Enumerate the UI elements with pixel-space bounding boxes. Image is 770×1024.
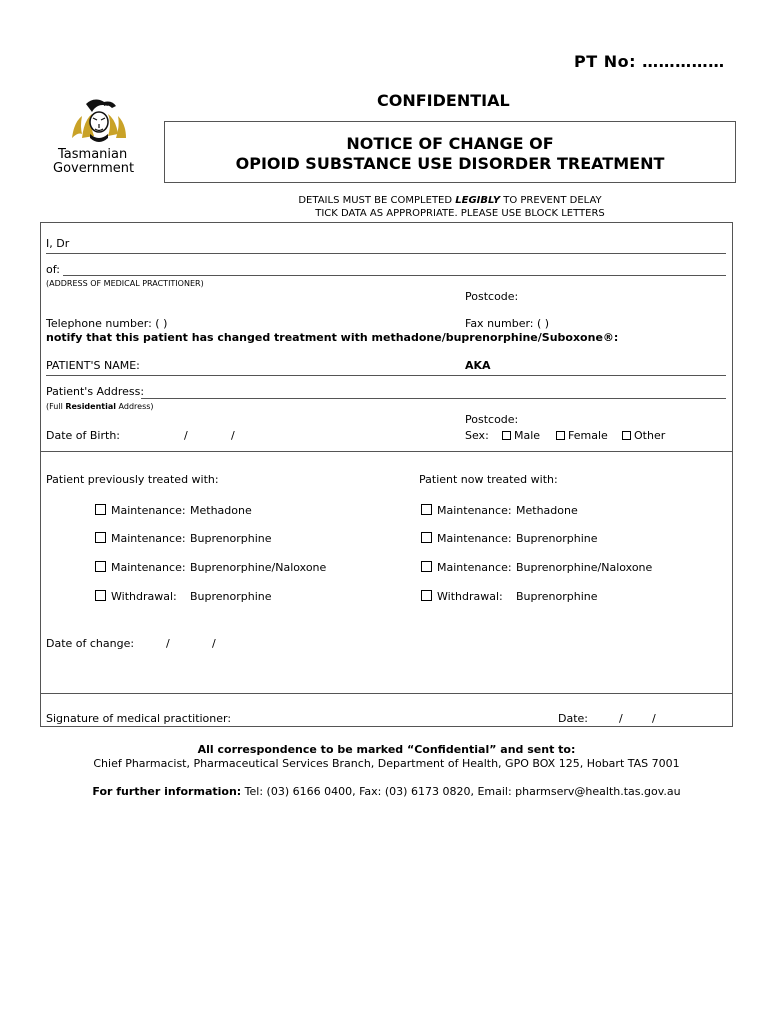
- address-note-residential: Residential: [65, 402, 116, 411]
- footer-contact-info: [40, 785, 733, 798]
- previous-methadone-checkbox[interactable]: [95, 504, 106, 515]
- previous-drug-withdrawal-buprenorphine: Buprenorphine: [190, 590, 272, 603]
- tasmanian-government-logo: [52, 98, 144, 178]
- patient-name-label: PATIENT'S NAME:: [46, 359, 140, 372]
- option-type-label: Maintenance:: [111, 504, 186, 517]
- instruction-legibly: [250, 195, 650, 206]
- dob-label: Date of Birth:: [46, 429, 121, 442]
- current-drug-methadone: Methadone: [516, 504, 578, 517]
- current-drug-withdrawal-buprenorphine: Buprenorphine: [516, 590, 598, 603]
- male-checkbox[interactable]: [502, 431, 511, 440]
- previous-drug-bup-naloxone: Buprenorphine/Naloxone: [190, 561, 327, 574]
- dob-slash-2: /: [231, 429, 235, 442]
- previous-option-maintenance-bup-naloxone[interactable]: [95, 561, 186, 574]
- instruction-text: TO PREVENT DELAY: [500, 195, 602, 206]
- previous-withdrawal-checkbox[interactable]: [95, 590, 106, 601]
- previous-treatment-heading: Patient previously treated with:: [46, 473, 219, 486]
- signature-date-label: Date:: [558, 712, 588, 725]
- logo-text-government: Government: [53, 161, 135, 176]
- sex-label: Sex:: [465, 429, 489, 442]
- instruction-text: DETAILS MUST BE COMPLETED: [298, 195, 456, 206]
- current-methadone-checkbox[interactable]: [421, 504, 432, 515]
- patient-aka-label: AKA: [465, 359, 491, 372]
- signature-label: Signature of medical practitioner:: [46, 712, 232, 725]
- tasmanian-tiger-emblem-icon: [68, 98, 130, 146]
- current-option-maintenance-methadone[interactable]: [421, 504, 512, 517]
- notify-statement: notify that this patient has changed treatment with methadone/buprenorphine/Suboxone®:: [46, 331, 619, 344]
- current-option-maintenance-buprenorphine[interactable]: [421, 532, 512, 545]
- current-bup-naloxone-checkbox[interactable]: [421, 561, 432, 572]
- current-treatment-heading: Patient now treated with:: [419, 473, 558, 486]
- previous-buprenorphine-checkbox[interactable]: [95, 532, 106, 543]
- option-type-label: Maintenance:: [437, 532, 512, 545]
- practitioner-address-note: (ADDRESS OF MEDICAL PRACTITIONER): [46, 279, 204, 288]
- sex-option-male[interactable]: [502, 429, 540, 442]
- address-note-text: (Full: [46, 402, 66, 411]
- practitioner-address-label: of:: [46, 263, 60, 276]
- instruction-legibly-emphasis: LEGIBLY: [455, 195, 501, 206]
- other-label: Other: [634, 429, 666, 442]
- previous-drug-methadone: Methadone: [190, 504, 252, 517]
- current-drug-bup-naloxone: Buprenorphine/Naloxone: [516, 561, 653, 574]
- current-option-maintenance-bup-naloxone[interactable]: [421, 561, 512, 574]
- divider-line: [41, 693, 732, 694]
- practitioner-telephone-label: Telephone number: ( ): [46, 317, 168, 330]
- signature-date-slash-2: /: [652, 712, 656, 725]
- option-type-label: Withdrawal:: [111, 590, 177, 603]
- previous-bup-naloxone-checkbox[interactable]: [95, 561, 106, 572]
- previous-option-maintenance-buprenorphine[interactable]: [95, 532, 186, 545]
- practitioner-address-field[interactable]: [63, 275, 726, 276]
- current-drug-buprenorphine: Buprenorphine: [516, 532, 598, 545]
- footer-info-text: Tel: (03) 6166 0400, Fax: (03) 6173 0820, Email: pharmserv@health.tas.gov.au: [241, 785, 681, 798]
- other-checkbox[interactable]: [622, 431, 631, 440]
- divider-line: [46, 375, 726, 376]
- footer-postal-address: Chief Pharmacist, Pharmaceutical Services Branch, Department of Health, GPO BOX 125, Hobart TAS 7001: [93, 757, 680, 770]
- patient-address-field[interactable]: [141, 398, 726, 399]
- male-label: Male: [514, 429, 541, 442]
- current-withdrawal-checkbox[interactable]: [421, 590, 432, 601]
- confidential-heading: CONFIDENTIAL: [377, 91, 510, 110]
- practitioner-name-label: I, Dr: [46, 237, 70, 250]
- form-title-box: [164, 121, 736, 183]
- address-note-text: Address): [116, 402, 154, 411]
- practitioner-fax-label: Fax number: ( ): [465, 317, 550, 330]
- form-title-line2: OPIOID SUBSTANCE USE DISORDER TREATMENT: [235, 154, 665, 173]
- option-type-label: Withdrawal:: [437, 590, 503, 603]
- sex-option-female[interactable]: [556, 429, 608, 442]
- change-date-slash-2: /: [212, 637, 216, 650]
- footer-correspondence-note: All correspondence to be marked “Confidential” and sent to:: [197, 743, 576, 756]
- sex-option-other[interactable]: [622, 429, 665, 442]
- change-date-slash-1: /: [166, 637, 170, 650]
- instruction-tick-data: TICK DATA AS APPROPRIATE. PLEASE USE BLOCK LETTERS: [315, 208, 605, 219]
- logo-text-tasmanian: Tasmanian: [58, 147, 128, 162]
- previous-option-withdrawal-buprenorphine[interactable]: [95, 590, 177, 603]
- option-type-label: Maintenance:: [111, 532, 186, 545]
- date-of-change-label: Date of change:: [46, 637, 135, 650]
- form-body: [40, 222, 733, 727]
- current-option-withdrawal-buprenorphine[interactable]: [421, 590, 503, 603]
- patient-address-note: [46, 402, 154, 411]
- dob-slash-1: /: [184, 429, 188, 442]
- divider-line: [46, 253, 726, 254]
- female-checkbox[interactable]: [556, 431, 565, 440]
- option-type-label: Maintenance:: [437, 504, 512, 517]
- signature-date-slash-1: /: [619, 712, 623, 725]
- patient-address-label: Patient's Address:: [46, 385, 145, 398]
- previous-option-maintenance-methadone[interactable]: [95, 504, 186, 517]
- option-type-label: Maintenance:: [111, 561, 186, 574]
- practitioner-postcode-label: Postcode:: [465, 290, 519, 303]
- form-title-line1: NOTICE OF CHANGE OF: [346, 134, 554, 153]
- divider-line: [41, 451, 732, 452]
- female-label: Female: [568, 429, 608, 442]
- current-buprenorphine-checkbox[interactable]: [421, 532, 432, 543]
- previous-drug-buprenorphine: Buprenorphine: [190, 532, 272, 545]
- option-type-label: Maintenance:: [437, 561, 512, 574]
- patient-postcode-label: Postcode:: [465, 413, 519, 426]
- pt-number-label: PT No: ……………: [574, 52, 725, 71]
- footer-info-label: For further information:: [92, 785, 242, 798]
